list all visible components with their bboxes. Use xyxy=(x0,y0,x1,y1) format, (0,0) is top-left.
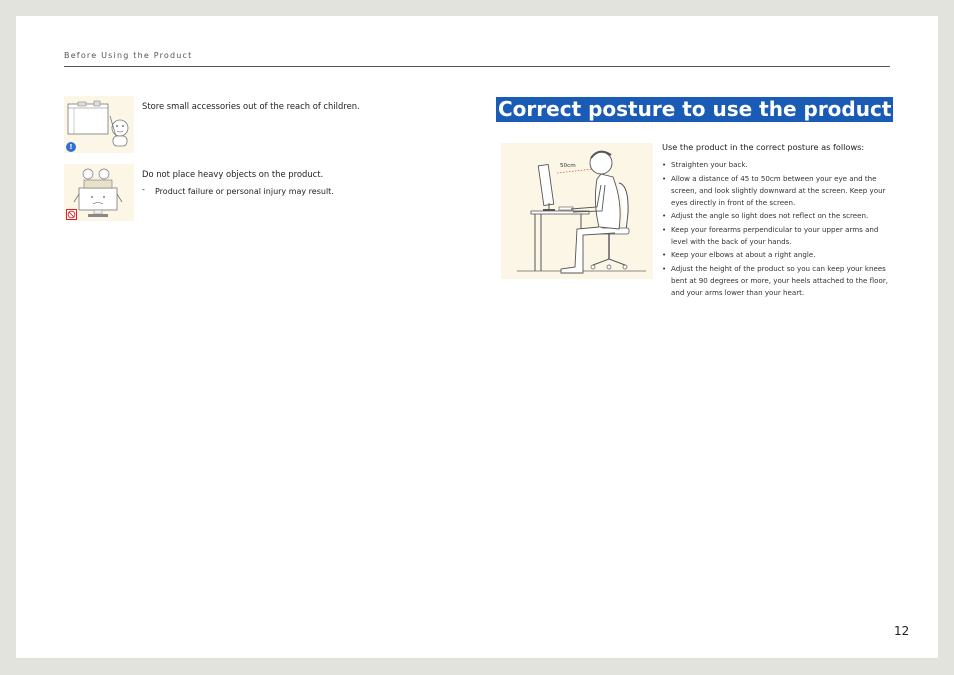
list-item: • Adjust the angle so light does not reflect on the screen. xyxy=(662,211,869,220)
caution-icon: ! xyxy=(66,142,76,152)
manual-page xyxy=(16,16,938,658)
list-item: • Adjust the height of the product so you can keep your knees bent at 90 degrees or more, your heels attached to the floor, and your arms lower than your heart. xyxy=(662,263,888,297)
distance-label: 50cm xyxy=(560,163,576,169)
header-section-label: Before Using the Product xyxy=(64,51,193,60)
accessories-warning-text: Store small accessories out of the reach of children. xyxy=(142,101,360,111)
list-item: • Keep your elbows at about a right angle. xyxy=(662,250,816,259)
posture-illustration xyxy=(501,143,653,279)
list-item: • Allow a distance of 45 to 50cm between your eye and the screen, and look slightly downward at the screen. Keep your eyes directly in front of the screen. xyxy=(662,173,886,207)
prohibited-icon xyxy=(66,209,77,220)
heavy-objects-warning-text: Do not place heavy objects on the product. xyxy=(142,169,324,179)
posture-guidelines xyxy=(662,159,892,300)
heavy-objects-subitem-text: Product failure or personal injury may result. xyxy=(155,187,334,196)
list-item: • Keep your forearms perpendicular to your upper arms and level with the back of your hands. xyxy=(662,224,879,246)
header-divider xyxy=(64,66,890,67)
posture-intro: Use the product in the correct posture as follows: xyxy=(662,142,865,152)
list-item: • Straighten your back. xyxy=(662,160,748,169)
dash-marker: - xyxy=(142,185,145,194)
page-number: 12 xyxy=(894,624,910,638)
section-title: Correct posture to use the product xyxy=(498,97,892,121)
